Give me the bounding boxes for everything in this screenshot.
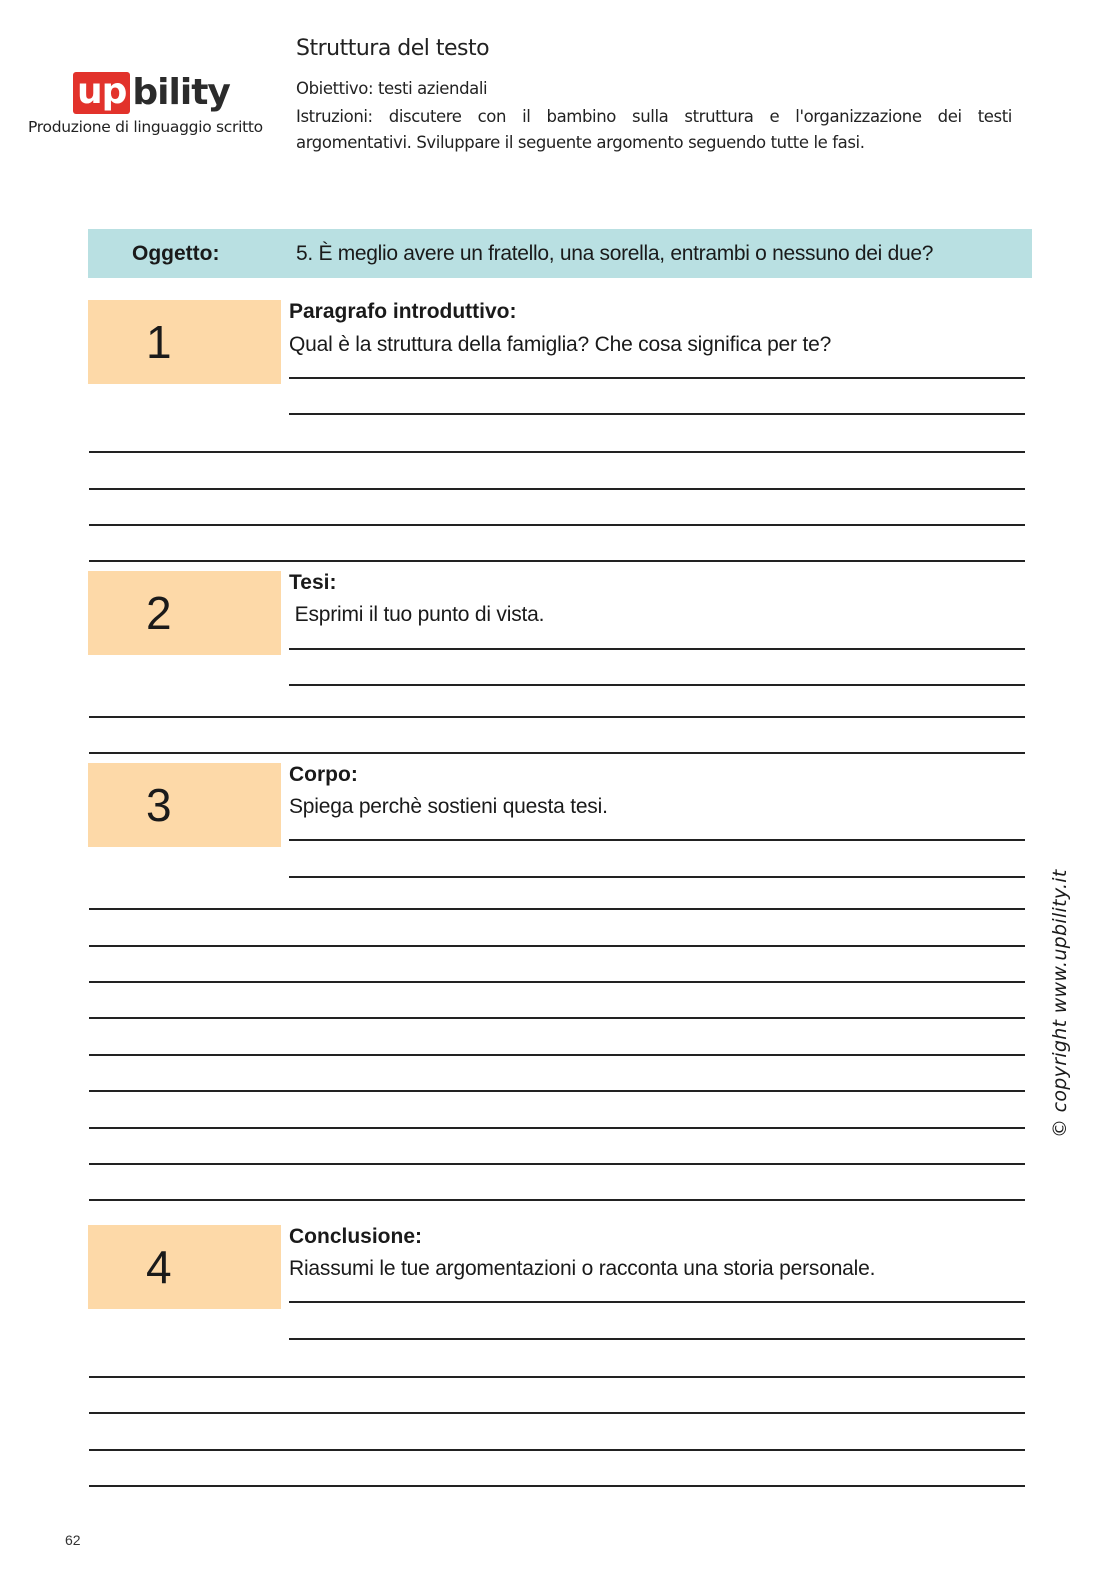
writing-line[interactable] (89, 981, 1025, 983)
writing-line[interactable] (89, 1412, 1025, 1414)
writing-line[interactable] (89, 1449, 1025, 1451)
writing-line[interactable] (89, 1054, 1025, 1056)
writing-line[interactable] (89, 1090, 1025, 1092)
objective-text: Obiettivo: testi aziendali (296, 79, 488, 98)
writing-line[interactable] (89, 524, 1025, 526)
writing-line[interactable] (89, 451, 1025, 453)
writing-line[interactable] (289, 1338, 1025, 1340)
writing-line[interactable] (89, 560, 1025, 562)
writing-line[interactable] (289, 684, 1025, 686)
subject-label: Oggetto: (132, 242, 220, 265)
section-number-box (88, 763, 281, 847)
logo-subtitle: Produzione di linguaggio scritto (28, 118, 263, 136)
writing-line[interactable] (289, 413, 1025, 415)
writing-line[interactable] (89, 1199, 1025, 1201)
writing-line[interactable] (89, 716, 1025, 718)
writing-line[interactable] (89, 1017, 1025, 1019)
writing-line[interactable] (289, 377, 1025, 379)
logo-highlight: up (73, 72, 130, 114)
writing-line[interactable] (89, 945, 1025, 947)
section-number: 2 (146, 587, 172, 639)
writing-line[interactable] (289, 1301, 1025, 1303)
writing-line[interactable] (289, 876, 1025, 878)
section-number-box (88, 571, 281, 655)
section-number: 3 (146, 779, 172, 831)
section-number-box (88, 1225, 281, 1309)
writing-line[interactable] (89, 488, 1025, 490)
section-title: Tesi: (289, 571, 337, 594)
writing-line[interactable] (289, 648, 1025, 650)
writing-line[interactable] (289, 839, 1025, 841)
section-prompt: Qual è la struttura della famiglia? Che cosa significa per te? (289, 333, 832, 356)
instructions-text: Istruzioni: discutere con il bambino sulla struttura e l'organizzazione dei testi argomentativi. Sviluppare il seguente argomento seguendo tutte le fasi. (296, 107, 1012, 152)
section-title: Corpo: (289, 763, 358, 786)
section-title: Conclusione: (289, 1225, 423, 1248)
page-title: Struttura del testo (296, 36, 490, 61)
section-number: 1 (146, 316, 172, 368)
writing-line[interactable] (89, 1485, 1025, 1487)
section-prompt: Esprimi il tuo punto di vista. (289, 603, 545, 626)
subject-text: 5. È meglio avere un fratello, una sorella, entrambi o nessuno dei due? (296, 242, 934, 265)
writing-line[interactable] (89, 908, 1025, 910)
section-number-box (88, 300, 281, 384)
section-prompt: Spiega perchè sostieni questa tesi. (289, 795, 608, 818)
copyright-text: © copyright www.upbility.it (1049, 869, 1071, 1138)
writing-line[interactable] (89, 1376, 1025, 1378)
writing-line[interactable] (89, 752, 1025, 754)
section-title: Paragrafo introduttivo: (289, 300, 517, 323)
logo-text: bility (132, 72, 230, 113)
page-number: 62 (65, 1532, 81, 1548)
upbility-logo (73, 72, 230, 114)
writing-line[interactable] (89, 1127, 1025, 1129)
section-number: 4 (146, 1241, 172, 1293)
writing-line[interactable] (89, 1163, 1025, 1165)
section-prompt: Riassumi le tue argomentazioni o racconta una storia personale. (289, 1257, 876, 1280)
